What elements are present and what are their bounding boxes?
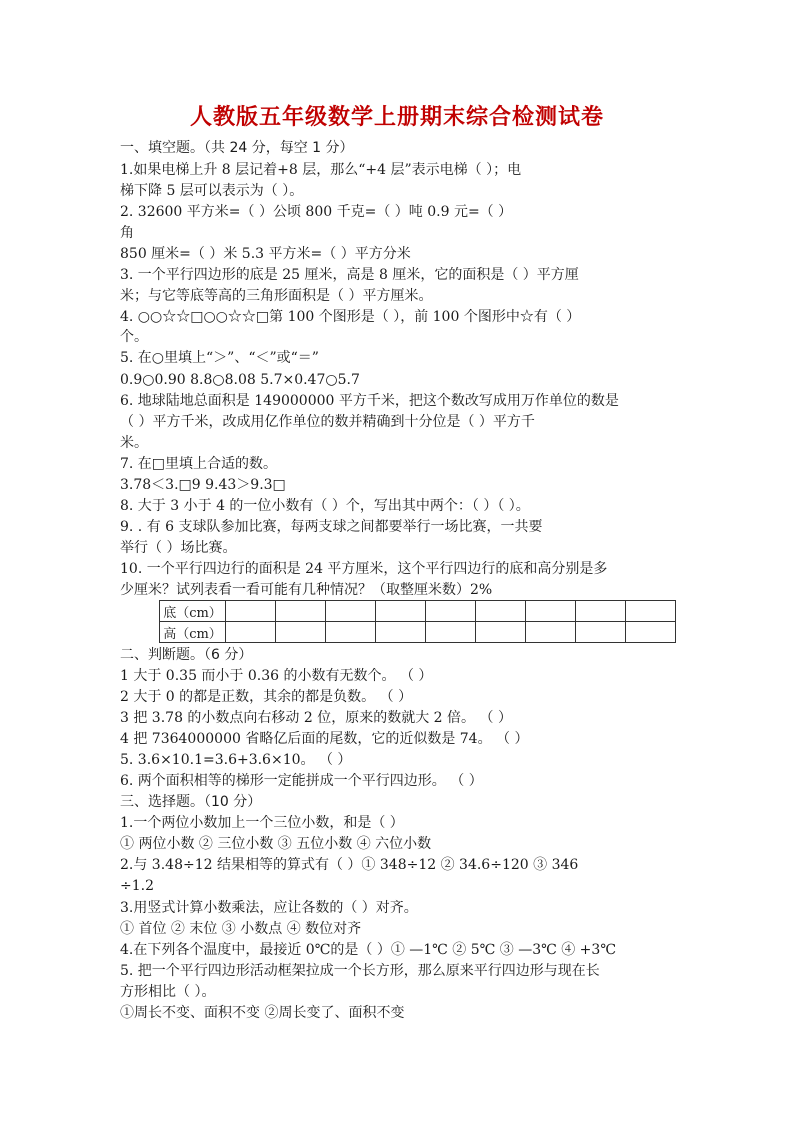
question-line: 1.如果电梯上升 8 层记着+8 层，那么“+4 层”表示电梯（ ）；电 [120, 162, 522, 178]
question-line: 2.与 3.48÷12 结果相等的算式有（ ）① 348÷12 ② 34.6÷120 ③ 346 [120, 857, 579, 873]
question-line: ①周长不变、面积不变 ②周长变了、面积不变 [120, 1005, 405, 1021]
question-line: 3. 一个平行四边形的底是 25 厘米，高是 8 厘米，它的面积是（ ）平方厘 [120, 267, 579, 283]
section-heading-fill-in: 一、填空题。（共 24 分，每空 1 分） [120, 140, 354, 156]
question-line: 少厘米？试列表看一看可能有几种情况？（取整厘米数）2% [120, 582, 493, 598]
table-row [160, 601, 676, 622]
question-line: ① 首位 ② 末位 ③ 小数点 ④ 数位对齐 [120, 921, 362, 937]
answer-cell[interactable] [376, 622, 426, 643]
question-line: 方形相比（ ）。 [120, 984, 216, 1000]
question-line: 2 大于 0 的都是正数，其余的都是负数。 （ ） [120, 689, 413, 705]
question-line: （ ）平方千米，改成用亿作单位的数并精确到十分位是（ ）平方千 [120, 414, 535, 430]
question-line: 5. 在○里填上“＞”、“＜”或“＝” [120, 350, 319, 366]
question-line: 1 大于 0.35 而小于 0.36 的小数有无数个。 （ ） [120, 668, 433, 684]
answer-cell[interactable] [476, 622, 526, 643]
question-line: 6. 地球陆地总面积是 149000000 平方千米，把这个数改写成用万作单位的数是 [120, 393, 619, 409]
question-line: 9. . 有 6 支球队参加比赛，每两支球之间都要举行一场比赛，一共要 [120, 519, 543, 535]
answer-cell[interactable] [426, 601, 476, 622]
question-line: 举行（ ）场比赛。 [120, 540, 237, 556]
answer-cell[interactable] [226, 622, 276, 643]
answer-cell[interactable] [426, 622, 476, 643]
question-line: 4.在下列各个温度中，最接近 0℃的是（ ）① —1℃ ② 5℃ ③ —3℃ ④ +3℃ [120, 942, 616, 958]
question-line: 3 把 3.78 的小数点向右移动 2 位，原来的数就大 2 倍。 （ ） [120, 710, 512, 726]
question-line: 米。 [120, 435, 148, 451]
question-line: 6. 两个面积相等的梯形一定能拼成一个平行四边形。 （ ） [120, 773, 483, 789]
answer-cell[interactable] [626, 601, 676, 622]
answer-cell[interactable] [326, 601, 376, 622]
question-line: 4 把 7364000000 省略亿后面的尾数，它的近似数是 74。 （ ） [120, 731, 529, 747]
question-line: 5. 3.6×10.1=3.6+3.6×10。 （ ） [120, 752, 352, 768]
table-row [160, 622, 676, 643]
question-line: 7. 在□里填上合适的数。 [120, 456, 278, 472]
answer-cell[interactable] [376, 601, 426, 622]
question-line: 3.78＜3.□9 9.43＞9.3□ [120, 477, 286, 493]
answer-cell[interactable] [276, 622, 326, 643]
answer-cell[interactable] [476, 601, 526, 622]
question-line: 角 [120, 225, 134, 241]
answer-cell[interactable] [526, 601, 576, 622]
answer-cell[interactable] [326, 622, 376, 643]
answer-cell[interactable] [276, 601, 326, 622]
question-line: 个。 [120, 329, 148, 345]
question-line: 梯下降 5 层可以表示为（ ）。 [120, 183, 304, 199]
answer-cell[interactable] [226, 601, 276, 622]
question-line: 1.一个两位小数加上一个三位小数，和是（ ） [120, 815, 404, 831]
question-line: 850 厘米=（ ）米 5.3 平方米=（ ）平方分米 [120, 246, 411, 262]
row-label-height: 高（cm） [160, 622, 226, 643]
section-heading-judgement: 二、判断题。（6 分） [120, 647, 253, 663]
question-line: 4. ○○☆☆□○○☆☆□第 100 个图形是（ ），前 100 个图形中☆有（ ） [120, 309, 581, 325]
answer-cell[interactable] [626, 622, 676, 643]
question-line: 0.9○0.90 8.8○8.08 5.7×0.47○5.7 [120, 372, 360, 388]
answer-cell[interactable] [526, 622, 576, 643]
question-line: 10. 一个平行四边行的面积是 24 平方厘米，这个平行四边行的底和高分别是多 [120, 561, 608, 577]
answer-cell[interactable] [576, 622, 626, 643]
page-title: 人教版五年级数学上册期末综合检测试卷 [189, 105, 604, 130]
answer-cell[interactable] [576, 601, 626, 622]
question-line: 3.用竖式计算小数乘法，应让各数的（ ）对齐。 [120, 900, 418, 916]
question-line: 2. 32600 平方米=（ ）公顷 800 千克=（ ）吨 0.9 元=（ ） [120, 204, 513, 220]
row-label-base: 底（cm） [160, 601, 226, 622]
section-heading-choice: 三、选择题。（10 分） [120, 794, 262, 810]
question-line: ÷1.2 [120, 878, 154, 894]
question-line: ① 两位小数 ② 三位小数 ③ 五位小数 ④ 六位小数 [120, 836, 432, 852]
question-line: 8. 大于 3 小于 4 的一位小数有（ ）个，写出其中两个：（ ）（ ）。 [120, 498, 530, 514]
question-line: 5. 把一个平行四边形活动框架拉成一个长方形，那么原来平行四边形与现在长 [120, 963, 600, 979]
question-line: 米；与它等底等高的三角形面积是（ ）平方厘米。 [120, 288, 433, 304]
base-height-table [159, 600, 676, 643]
